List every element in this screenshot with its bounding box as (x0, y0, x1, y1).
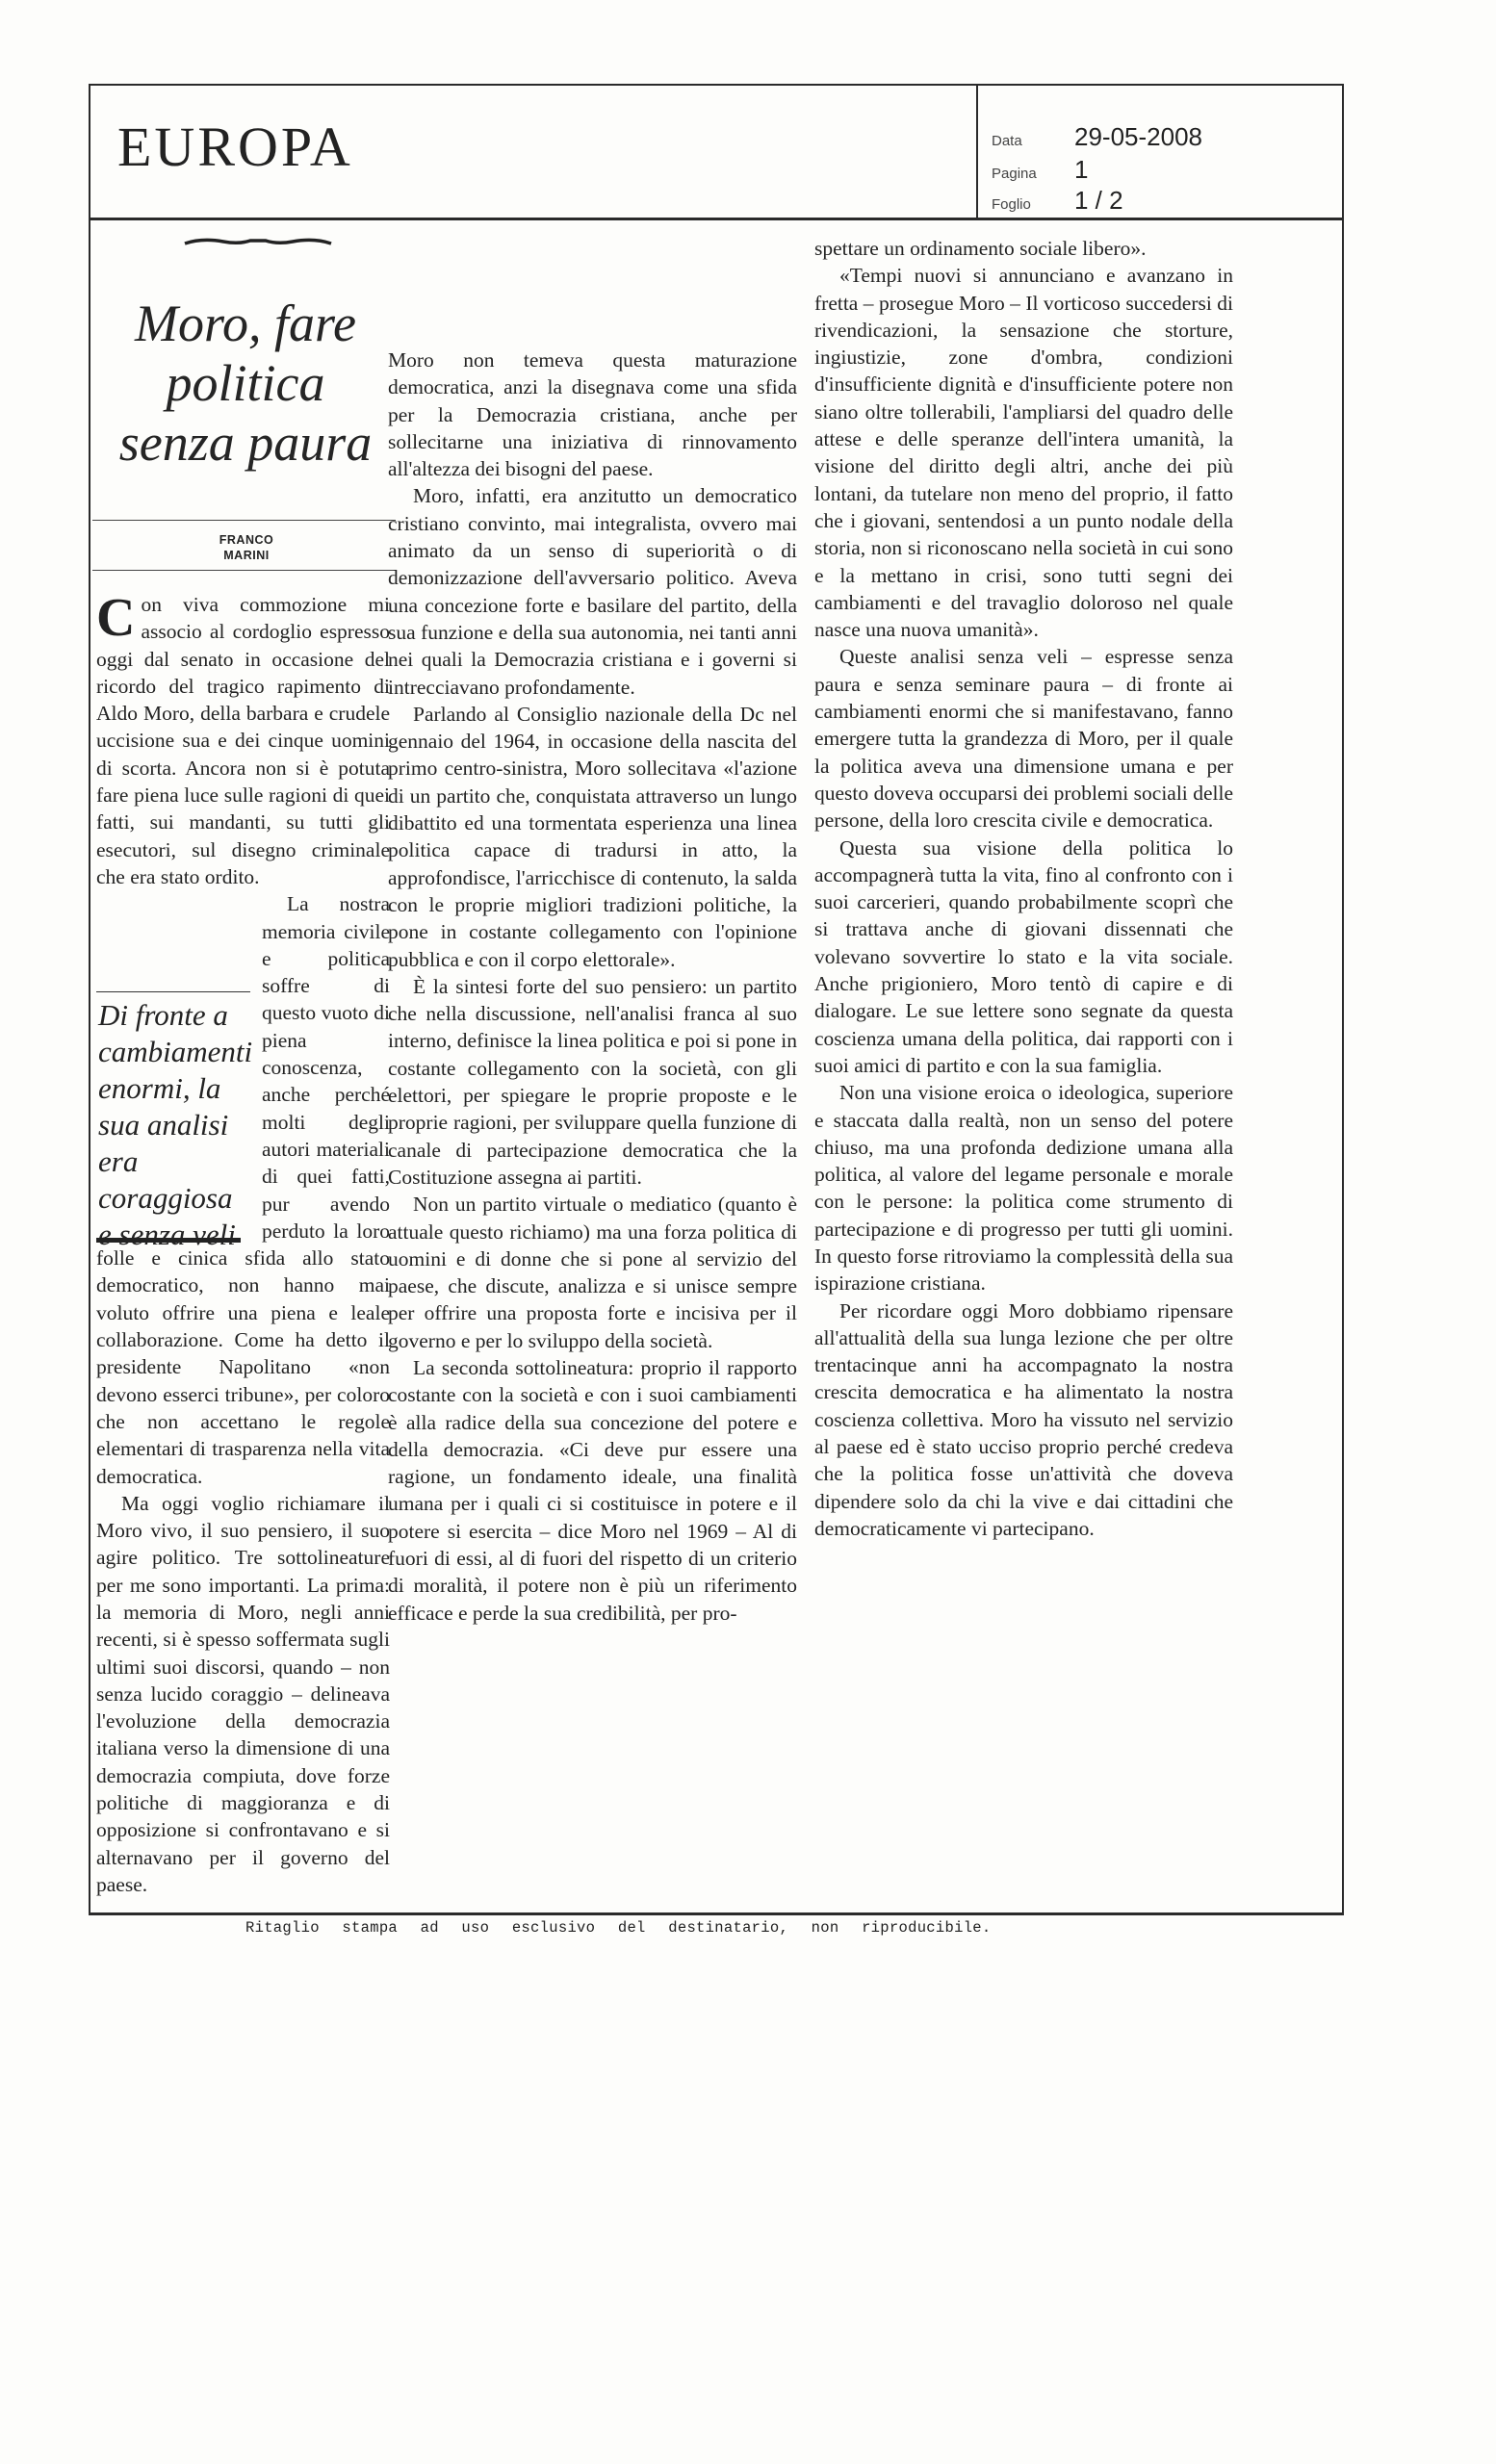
paragraph: Ma oggi voglio richiamare il Moro vivo, il suo pensiero, il suo agire politico. Tre sottolineature per me sono importanti. La prima: la memoria di Moro, negli anni recenti, si è spesso soffermata sugli ultimi suoi discorsi, quando – non senza lucido coraggio – delineava l'evoluzione della democrazia italiana verso la dimensione di una democrazia compiuta, dove forze politiche di maggioranza e di opposizione si confrontavano e si alternavano per il governo del paese. (96, 1491, 390, 1896)
sheet-row (992, 186, 1123, 216)
masthead: EUROPA (117, 116, 353, 178)
page-row (992, 155, 1088, 185)
paragraph: La seconda sottolineatura: proprio il rapporto costante con la società e con i suoi cambiamenti è alla radice della sua concezione del potere e della democrazia. «Ci deve pur essere una ragione, un fondamento ideale, una finalità umana per i quali ci si costituisce in potere e il potere si esercita – dice Moro nel 1969 – Al di fuori di essi, al di fuori del rispetto di un criterio di moralità, il potere non è più un riferimento efficace e perde la sua credibilità, per pro- (388, 1355, 797, 1625)
pullquote-rule-top (96, 991, 250, 992)
paragraph-text: La nostra memoria civile e politica soffre di questo vuoto di piena conoscenza, anche perché molti degli autori materiali di quei fatti, pur avendo perduto la loro folle e cinica sfida allo stato democratico, non hanno mai voluto offrire una piena e leale collaborazione. Come ha detto il presidente Napolitano «non devono esserci tribune», per coloro che non accettano le regole elementari di trasparenza nella vita democratica. (96, 892, 390, 1488)
column-3 (814, 235, 1233, 1542)
page-label: Pagina (992, 166, 1037, 182)
author-first-name: FRANCO (219, 533, 274, 547)
page-value: 1 (1074, 155, 1089, 184)
paragraph: Moro non temeva questa maturazione democratica, anzi la disegnava come una sfida per la Democrazia cristiana, anche per sollecitarne una iniziativa di rinnovamento all'altezza dei bisogni del paese. (388, 348, 797, 481)
byline-rule-bottom (92, 570, 396, 571)
paragraph: Non una visione eroica o ideologica, superiore e staccata dalla realtà, non un senso del potere chiuso, ma una profonda dedizione umana alla politica, al valore del legame personale e morale con le persone: la politica come strumento di partecipazione e di progresso per tutti gli uomini. In questo forse ritroviamo la complessità della sua ispirazione cristiana. (814, 1081, 1233, 1296)
byline-rule-top (92, 520, 396, 521)
article-title (96, 294, 395, 473)
ornament-icon (183, 238, 333, 247)
author-last-name: MARINI (223, 549, 270, 562)
paragraph: Questa sua visione della politica lo accompagnerà tutta la vita, fino al confronto con i suoi carcerieri, quando probabilmente scoprì che si trattava anche di giovani dissennati che volevano sovvertire lo stato e la vita sociale. Anche prigioniero, Moro tentò di capire e di dialogare. Le sue lettere sono segnate da questa coscienza umana della politica, dai rapporti con i suoi amici di partito e con la sua famiglia. (814, 835, 1233, 1077)
paragraph: Queste analisi senza veli – espresse senza paura e senza seminare paura – di fronte ai cambiamenti enormi che si manifestavano, fanno emergere tutta la grandezza di Moro, per il quale la politica aveva una dimensione umana e per questo doveva occuparsi dei problemi sociali delle persone, della loro crescita civile e democratica. (814, 645, 1233, 833)
paragraph: Parlando al Consiglio nazionale della Dc nel gennaio del 1964, in occasione della nascita del primo centro-sinistra, Moro sollecitava «l'azione di un partito che, conquistata attraverso un lungo dibattito ed una tormentata esperienza una linea politica capace di tradursi in atto, la approfondisce, l'arricchisce di contenuto, la salda con le proprie migliori tradizioni politiche, la pone in costante collegamento con l'opinione pubblica e con il corpo elettorale». (388, 702, 797, 971)
paragraph-text: on viva commozione mi associo al cordoglio espresso oggi dal senato in occasione del ricordo del tragico rapimento di Aldo Moro, della barbara e crudele uccisione sua e dei cinque uomini di scorta. Ancora non si è potuta fare piena luce sulle ragioni di quei fatti, sui mandanti, su tutti gli esecutori, sul disegno criminale che era stato ordito. (96, 593, 390, 888)
pullquote-rule-bottom (96, 1238, 241, 1243)
title-line: politica (166, 354, 325, 412)
date-row (992, 122, 1202, 152)
pullquote: Di fronte a cambiamenti enormi, la sua analisi era coraggiosa e senza veli (98, 998, 253, 1251)
paragraph: Non un partito virtuale o mediatico (quanto è attuale questo richiamo) ma una forza politica di uomini e di donne che si pone al servizio del paese, che discute, analizza e si unisce sempre per offrire una proposta forte e incisiva per il governo e per lo sviluppo della società. (388, 1193, 797, 1352)
reproduction-notice: Ritaglio stampa ad uso esclusivo del destinatario, non riproducibile. (245, 1919, 992, 1937)
paragraph: Moro, infatti, era anzitutto un democratico cristiano convinto, mai integralista, ovvero mai animato da un senso di superiorità o di demonizzazione dell'avversario politico. Aveva una concezione forte e basilare del partito, della sua funzione e della sua autonomia, nei tanti anni nei quali la Democrazia cristiana e i governi si intrecciavano profondamente. (388, 484, 797, 699)
paragraph: Per ricordare oggi Moro dobbiamo ripensare all'attualità della sua lunga lezione che per oltre trentacinque anni ha accompagnato la nostra crescita democratica e ha alimentato la nostra coscienza collettiva. Moro ha vissuto nel servizio al paese ed è stato ucciso proprio perché credeva che la politica fosse un'attività che doveva dipendere solo da chi la vive e dai cittadini che democraticamente vi partecipano. (814, 1298, 1233, 1540)
column-2 (388, 346, 797, 1627)
document-header (89, 84, 1344, 220)
title-line: Moro, fare (135, 295, 356, 352)
date-label: Data (992, 133, 1022, 149)
paragraph: spettare un ordinamento sociale libero». (814, 237, 1147, 260)
paragraph: È la sintesi forte del suo pensiero: un partito che nella discussione, nell'analisi franca al suo interno, definisce la linea politica e poi si pone in costante collegamento con la società, con gli elettori, per spiegare le proprie proposte e le proprie ragioni, per sviluppare quella funzione di canale di partecipazione democratica che la Costituzione assegna ai partiti. (388, 974, 797, 1189)
meta-box (976, 86, 1344, 218)
paragraph (96, 588, 390, 890)
drop-cap: C (96, 588, 136, 648)
sheet-label: Foglio (992, 196, 1031, 213)
date-value: 29-05-2008 (1074, 122, 1202, 151)
article-frame-bottom (89, 1912, 1344, 1915)
byline (96, 532, 397, 563)
title-line: senza paura (118, 414, 373, 472)
paragraph: «Tempi nuovi si annunciano e avanzano in fretta – prosegue Moro – Il vorticoso succedersi di rivendicazioni, la sensazione che storture, ingiustizie, zone d'ombra, condizioni d'insufficiente dignità e d'insufficiente potere non siano oltre tollerabili, l'ampliarsi del quadro delle attese e delle speranze dell'intera umanità, la visione del diritto degli altri, anche dei più lontani, da tutelare non meno del proprio, il fatto che i giovani, sentendosi a un punto nodale della storia, non si riconoscano nella società in cui sono e la mettano in crisi, sono tutti segni dei cambiamenti e del travaglio doloroso nel quale nasce una nuova umanità». (814, 264, 1233, 642)
sheet-value: 1 / 2 (1074, 186, 1123, 215)
